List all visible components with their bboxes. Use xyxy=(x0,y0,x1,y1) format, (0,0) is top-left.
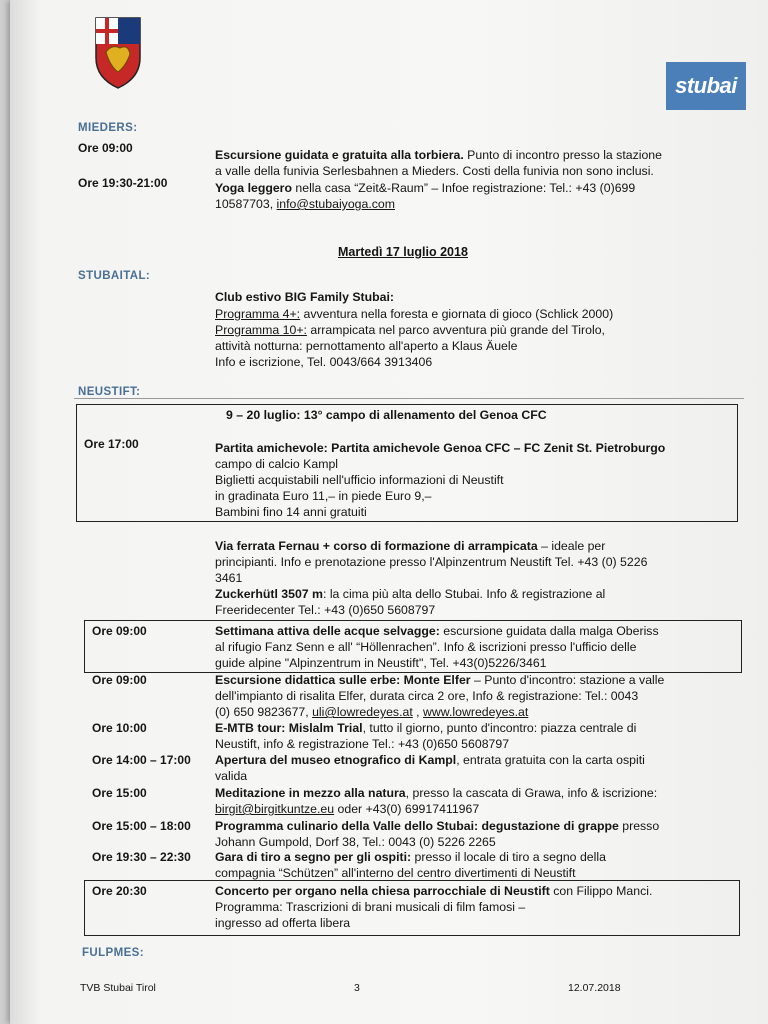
event-time: Ore 19:30-21:00 xyxy=(78,176,168,190)
event-description: Yoga leggero nella casa “Zeit&-Raum” – Infoe registrazione: Tel.: +43 (0)699 xyxy=(215,181,636,195)
footer-date: 12.07.2018 xyxy=(568,982,621,994)
email-link[interactable]: uli@lowredeyes.at xyxy=(312,705,413,719)
event-description-line: dell'impianto di risalita Elfer, durata circa 2 ore, Info & registrazione: Tel.: 0043 xyxy=(215,689,639,703)
date-heading: Martedì 17 luglio 2018 xyxy=(338,245,468,259)
section-mieders: MIEDERS: xyxy=(78,122,138,134)
event-description-line: a valle della funivia Serlesbahnen a Mieders. Costi della funivia non sono inclusi. xyxy=(215,164,654,178)
event-description-line: guide alpine "Alpinzentrum in Neustift", Tel. +43(0)5226/3461 xyxy=(215,656,547,670)
event-description-line: 10587703, info@stubaiyoga.com xyxy=(215,197,395,211)
club-program-4: Programma 4+: avventura nella foresta e giornata di gioco (Schlick 2000) xyxy=(215,307,614,321)
event-description-line: al rifugio Fanz Senn e all' “Höllenrachen”. Info & iscrizioni presso l'ufficio delle xyxy=(215,640,637,654)
event-time: Ore 09:00 xyxy=(92,624,147,638)
event-description: E-MTB tour: Mislalm Trial, tutto il giorno, punto d'incontro: piazza centrale di xyxy=(215,721,637,735)
email-link[interactable]: info@stubaiyoga.com xyxy=(276,197,395,211)
event-time: Ore 15:00 xyxy=(92,786,147,800)
genoa-crest-icon xyxy=(90,14,146,90)
event-time: Ore 10:00 xyxy=(92,721,147,735)
event-description: Concerto per organo nella chiesa parrocchiale di Neustift con Filippo Manci. xyxy=(215,884,653,898)
section-fulpmes: FULPMES: xyxy=(82,947,144,959)
event-description: Gara di tiro a segno per gli ospiti: presso il locale di tiro a segno della xyxy=(215,850,606,864)
website-link[interactable]: www.lowredeyes.at xyxy=(423,705,529,719)
page-number: 3 xyxy=(354,982,360,994)
genoa-title: 9 – 20 luglio: 13° campo di allenamento del Genoa CFC xyxy=(226,408,547,422)
email-link[interactable]: birgit@birgitkuntze.eu xyxy=(215,802,335,816)
event-description-line: campo di calcio Kampl xyxy=(215,457,339,471)
event-time: Ore 17:00 xyxy=(84,437,139,451)
event-time: Ore 20:30 xyxy=(92,884,147,898)
divider xyxy=(74,398,744,399)
event-title: Partita amichevole: Partita amichevole Genoa CFC – FC Zenit St. Pietroburgo xyxy=(215,441,666,455)
event-description-line: Bambini fino 14 anni gratuiti xyxy=(215,505,367,519)
event-description: Programma culinario della Valle dello Stubai: degustazione di grappe presso xyxy=(215,819,660,833)
event-description-line: valida xyxy=(215,769,248,783)
event-description-line: in gradinata Euro 11,– in piede Euro 9,– xyxy=(215,489,432,503)
club-contact: Info e iscrizione, Tel. 0043/664 3913406 xyxy=(215,355,433,369)
ferrata-description: Via ferrata Fernau + corso di formazione di arrampicata – ideale per xyxy=(215,539,606,553)
footer-left: TVB Stubai Tirol xyxy=(80,982,156,994)
section-stubaital: STUBAITAL: xyxy=(78,270,151,282)
event-description-line: Programma: Trascrizioni di brani musicali di film famosi – xyxy=(215,900,526,914)
club-title: Club estivo BIG Family Stubai: xyxy=(215,290,395,304)
event-description-line: Johann Gumpold, Dorf 38, Tel.: 0043 (0) 5226 2265 xyxy=(215,835,496,849)
event-time: Ore 09:00 xyxy=(92,673,147,687)
event-description-line: 3461 xyxy=(215,571,243,585)
club-line: attività notturna: pernottamento all'aperto a Klaus Äuele xyxy=(215,339,518,353)
event-description-line: Freeridecenter Tel.: +43 (0)650 5608797 xyxy=(215,603,436,617)
event-description-line: ingresso ad offerta libera xyxy=(215,916,351,930)
event-time: Ore 19:30 – 22:30 xyxy=(92,850,191,864)
event-time: Ore 14:00 – 17:00 xyxy=(92,753,191,767)
event-time: Ore 15:00 – 18:00 xyxy=(92,819,191,833)
event-description-line: Neustift, info & registrazione Tel.: +43 (0)650 5608797 xyxy=(215,737,510,751)
event-description: Apertura del museo etnografico di Kampl, entrata gratuita con la carta ospiti xyxy=(215,753,645,767)
event-description: Settimana attiva delle acque selvagge: escursione guidata dalla malga Oberiss xyxy=(215,624,659,638)
club-program-10: Programma 10+: arrampicata nel parco avventura più grande del Tirolo, xyxy=(215,323,605,337)
section-neustift: NEUSTIFT: xyxy=(78,386,141,398)
event-description-line: Biglietti acquistabili nell'ufficio informazioni di Neustift xyxy=(215,473,504,487)
event-description: Escursione guidata e gratuita alla torbiera. Punto di incontro presso la stazione xyxy=(215,148,662,162)
event-description: Escursione didattica sulle erbe: Monte Elfer – Punto d'incontro: stazione a valle xyxy=(215,673,665,687)
event-description-line: principianti. Info e prenotazione presso l'Alpinzentrum Neustift Tel. +43 (0) 5226 xyxy=(215,555,648,569)
event-description-line: (0) 650 9823677, uli@lowredeyes.at , www.lowredeyes.at xyxy=(215,705,529,719)
event-description-line: compagnia “Schützen” all'interno del centro divertimenti di Neustift xyxy=(215,866,576,880)
event-description: Meditazione in mezzo alla natura, presso la cascata di Grawa, info & iscrizione: xyxy=(215,786,658,800)
document-page xyxy=(10,0,768,1024)
zuckerhutl-description: Zuckerhütl 3507 m: la cima più alta dello Stubai. Info & registrazione al xyxy=(215,587,606,601)
event-time: Ore 09:00 xyxy=(78,141,133,155)
stubai-logo: stubai xyxy=(666,62,746,110)
event-description-line: birgit@birgitkuntze.eu oder +43(0) 69917411967 xyxy=(215,802,480,816)
